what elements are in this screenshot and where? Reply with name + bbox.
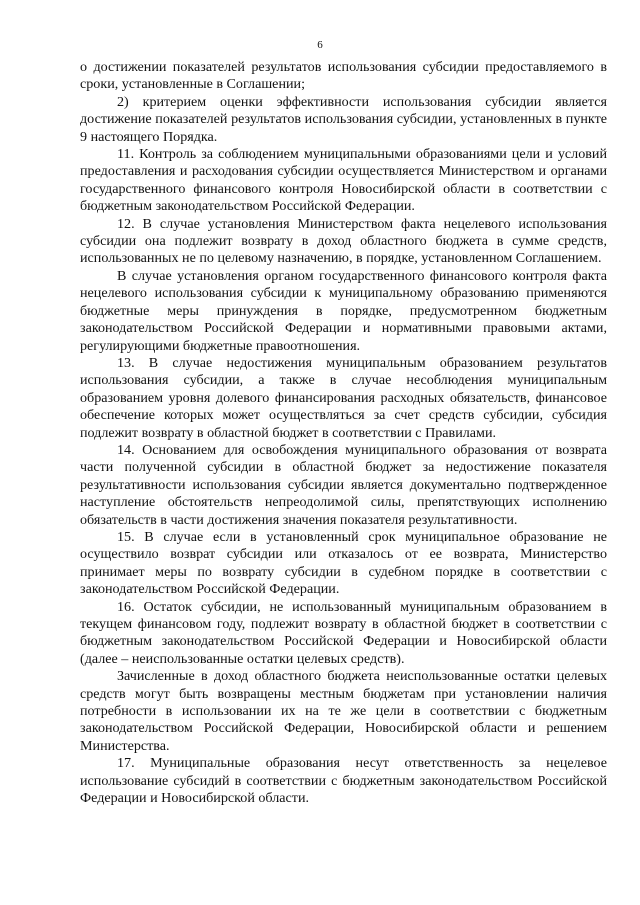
paragraph: В случае установления органом государственного финансового контроля факта нецелевого использования субсидии к муниципальному образованию применяются бюджетные меры принуждения в порядке, предусмотренном бюджетным законодательством Российской Федерации и нормативными правовыми актами, регулирующими бюджетные правоотношения.	[80, 267, 607, 354]
paragraph: 17. Муниципальные образования несут ответственность за нецелевое использование субсидий в соответствии с бюджетным законодательством Российской Федерации и Новосибирской области.	[80, 755, 607, 807]
paragraph: 14. Основанием для освобождения муниципального образования от возврата части полученной субсидии в областной бюджет за недостижение показателя результативности использования субсидии является документально подтвержденное наступление обстоятельств непреодолимой силы, препятствующих исполнению обязательств в части достижения значения показателя результативности.	[80, 441, 607, 528]
paragraph: о достижении показателей результатов использования субсидии предоставляемого в сроки, установленные в Соглашении;	[80, 59, 607, 93]
paragraph: Зачисленные в доход областного бюджета неиспользованные остатки целевых средств могут быть возвращены местным бюджетам при установлении наличия потребности в использовании их на те же цели в соответствии с бюджетным законодательством Российской Федерации, Новосибирской области и решением Министерства.	[80, 668, 607, 754]
page-number: 6	[317, 39, 323, 51]
paragraph: 2) критерием оценки эффективности использования субсидии является достижение показателей результатов использования субсидии, установленных в пункте 9 настоящего Порядка.	[80, 93, 607, 145]
paragraph: 11. Контроль за соблюдением муниципальными образованиями цели и условий предоставления и расходования субсидии осуществляется Министерством и органами государственного финансового контроля Новосибирской области в соответствии с бюджетным законодательством Российской Федерации.	[80, 146, 607, 215]
paragraph: 15. В случае если в установленный срок муниципальное образование не осуществило возврат субсидии или отказалось от ее возврата, Министерство принимает меры по возврату субсидии в судебном порядке в соответствии с законодательством Российской Федерации.	[80, 528, 607, 598]
paragraph: 13. В случае недостижения муниципальным образованием результатов использования субсидии, а также в случае несоблюдения муниципальным образованием уровня долевого финансирования расходных обязательств, финансовое обеспечение которых может осуществляться за счет средств субсидии, субсидия подлежит возврату в областной бюджет в соответствии с Правилами.	[80, 354, 607, 441]
document-body	[80, 59, 607, 807]
paragraph: 12. В случае установления Министерством факта нецелевого использования субсидии она подлежит возврату в доход областного бюджета в сумме средств, использованных не по целевому назначению, в порядке, установленном Соглашением.	[80, 215, 607, 267]
paragraph: 16. Остаток субсидии, не использованный муниципальным образованием в текущем финансовом году, подлежит возврату в областной бюджет в соответствии с бюджетным законодательством Российской Федерации и Новосибирской области (далее – неиспользованные остатки целевых средств).	[80, 598, 607, 667]
